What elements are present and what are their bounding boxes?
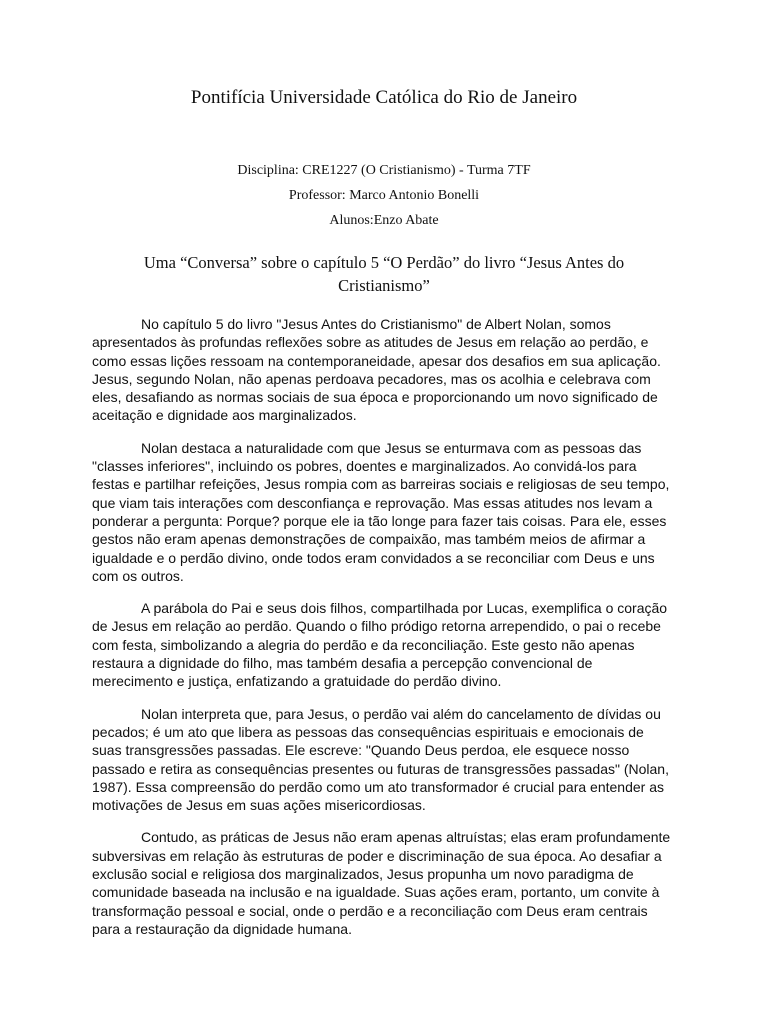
institution-heading: Pontifícia Universidade Católica do Rio de Janeiro [190,87,578,108]
paragraph-5: Contudo, as práticas de Jesus não eram apenas altruístas; elas eram profundamente subversivas em relação às estruturas de poder e discriminação de sua época. Ao desafiar a exclusão social e religiosa dos marginalizados, Jesus propunha um novo paradigma de comunidade baseada na inclusão e na igualdade. Suas ações eram, portanto, um convite à transformação pessoal e social, onde o perdão e a reconciliação com Deus eram centrais para a restauração da dignidade humana. [92,829,671,937]
course-info [92,158,676,233]
course-line: Disciplina: CRE1227 (O Cristianismo) - Turma 7TF [237,163,531,178]
paragraph-4: Nolan interpreta que, para Jesus, o perdão vai além do cancelamento de dívidas ou pecados; é um ato que libera as pessoas das consequências espirituais e emocionais de suas transgressões passadas. Ele escreve: "Quando Deus perdoa, ele esquece nosso passado e retira as consequências presentes ou futuras de transgressões passadas" (Nolan, 1987). Essa compreensão do perdão como um ato transformador é crucial para entender as motivações de Jesus em suas ações misericordiosas. [92,705,669,814]
document-body [92,315,676,938]
document-title: Uma “Conversa” sobre o capítulo 5 “O Perdão” do livro “Jesus Antes do Cristianismo” [143,253,625,295]
students-line: Alunos:Enzo Abate [329,213,439,228]
paragraph-2: Nolan destaca a naturalidade com que Jesus se enturmava com as pessoas das "classes inferiores", incluindo os pobres, doentes e marginalizados. Ao convidá-los para festas e partilhar refeições, Jesus rompia com as barreiras sociais e religiosas de seu tempo, que viam tais interações com desconfiança e reprovação. Mas essas atitudes nos levam a ponderar a pergunta: Porque? porque ele ia tão longe para fazer tais coisas. Para ele, esses gestos não eram apenas demonstrações de compaixão, mas também meios de afirmar a igualdade e o perdão divino, onde todos eram convidados a se reconciliar com Deus e uns com os outros. [92,439,670,584]
paragraph-1: No capítulo 5 do livro "Jesus Antes do Cristianismo" de Albert Nolan, somos apresentados às profundas reflexões sobre as atitudes de Jesus em relação ao perdão, e como essas lições ressoam na contemporaneidade, apesar dos desafios em sua aplicação. Jesus, segundo Nolan, não apenas perdoava pecadores, mas os acolhia e celebrava com eles, desafiando as normas sociais de sua época e proporcionando um novo significado de aceitação e dignidade aos marginalizados. [92,316,661,424]
paragraph-3: A parábola do Pai e seus dois filhos, compartilhada por Lucas, exemplifica o coração de Jesus em relação ao perdão. Quando o filho pródigo retorna arrependido, o pai o recebe com festa, simbolizando a alegria do perdão e da reconciliação. Este gesto não apenas restaura a dignidade do filho, mas também desafia a percepção convencional de merecimento e justiça, enfatizando a gratuidade do perdão divino. [92,600,668,690]
professor-line: Professor: Marco Antonio Bonelli [288,188,480,203]
